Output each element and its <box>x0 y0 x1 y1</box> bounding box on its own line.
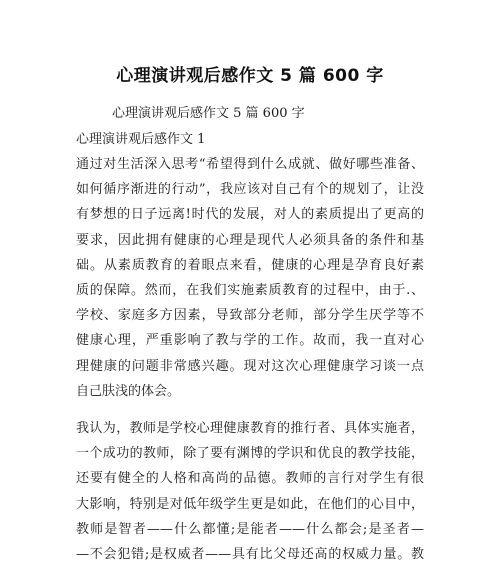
section-heading: 心理演讲观后感作文 1 <box>76 132 206 147</box>
document-title: 心理演讲观后感作文 5 篇 600 字 <box>116 66 384 86</box>
paragraph-line: 有梦想的日子远离!时代的发展，对人的素质提出了更高的 <box>76 207 424 223</box>
paragraph-line: 健康心理，严重影响了教与学的工作。故而，我一直对心 <box>76 333 424 349</box>
paragraph-line: 一个成功的教师，除了要有渊博的学识和优良的教学技能， <box>76 446 424 462</box>
paragraph-line: 质的保障。然而，在我们实施素质教育的过程中，由于.、 <box>76 283 424 299</box>
paragraph-line: —不会犯错;是权威者——具有比父母还高的权威力量。教 <box>76 547 424 563</box>
paragraph-line: 我认为，教师是学校心理健康教育的推行者、具体实施者， <box>76 421 424 436</box>
paragraph-line: 要求，因此拥有健康的心理是现代人必须具备的条件和基 <box>76 232 424 248</box>
paragraph-line: 通过对生活深入思考“希望得到什么成就、做好哪些准备、 <box>76 157 424 172</box>
paragraph-line: 自己肤浅的体会。 <box>76 383 181 399</box>
paragraph-2 <box>76 416 424 567</box>
document-subtitle: 心理演讲观后感作文 5 篇 600 字 <box>112 106 305 121</box>
paragraph-line: 础。从素质教育的着眼点来看，健康的心理是孕育良好素 <box>76 257 424 273</box>
paragraph-1 <box>76 152 424 404</box>
paragraph-line: 如何循序渐进的行动”，我应该对自己有个的规划了，让没 <box>76 182 424 198</box>
paragraph-line: 还要有健全的人格和高尚的品德。教师的言行对学生有很 <box>76 471 424 487</box>
paragraph-line: 学校、家庭多方因素，导致部分老师，部分学生厌学等不 <box>76 308 424 324</box>
paragraph-line: 教师是智者——什么都懂;是能者——什么都会;是圣者— <box>76 521 424 537</box>
paragraph-line: 大影响，特别是对低年级学生更是如此，在他们的心目中， <box>76 496 424 512</box>
paragraph-line: 理健康的问题非常感兴趣。现对这次心理健康学习谈一点 <box>76 358 424 374</box>
